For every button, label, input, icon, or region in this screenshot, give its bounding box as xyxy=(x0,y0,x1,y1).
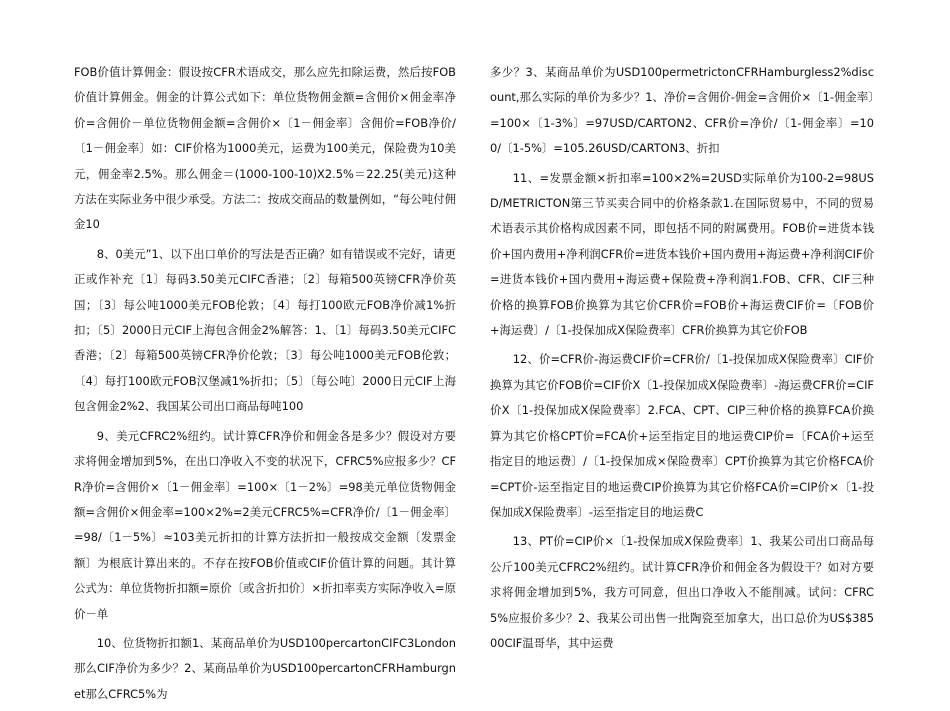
left-paragraph-3: 9、美元CFRC2%纽约。试计算CFR净价和佣金各是多少？假设对方要求将佣金增加到5%，在出口净收入不变的状况下，CFRC5%应报多少？CFR净价=含佣价×〔1－佣金率〕=100×〔1－2%〕=98美元单位货物佣金额=含佣价×佣金率=100×2%=2美元CFRC5%=CFR净价/〔1－佣金率〕=98/〔1－5%〕≈103美元折扣的计算方法折扣一般按成交金额〔发票金额〕为根底计算出来的。不存在按FOB价值或CIF价值计算的问题。其计算公式为：单位货物折扣额=原价〔或含折扣价〕×折扣率卖方实际净收入=原价－单 xyxy=(74,428,456,621)
right-paragraph-3: 12、价=CFR价-海运费CIF价=CFR价/〔1-投保加成X保险费率〕CIF价换算为其它价FOB价=CIF价X〔1-投保加成X保险费率〕-海运费CFR价=CIF价X〔1-投保加成X保险费率〕2.FCA、CPT、CIP三种价格的换算FCA价换算为其它价格CPT价=FCA价+运至指定目的地运费CIP价=〔FCA价+运至指定目的地运费〕/〔1-投保加成×保险费率〕CPT价换算为其它价格FCA价=CPT价-运至指定目的地运费CIP价换算为其它价格FCA价=CIP价×〔1-投保加成X保险费率〕-运至指定目的地运费C xyxy=(490,352,874,519)
right-paragraph-4: 13、PT价=CIP价×〔1-投保加成X保险费率〕1、我某公司出口商品每公斤100美元CFRC2%纽约。试计算CFR净价和佣金各为假设干？如对方要求将佣金增加到5%，我方可同意，但出口净收入不能削减。试问：CFRC5%应报价多少？2、我某公司出售一批陶瓷至加拿大，出口总价为US$38500CIF温哥华，其中运费 xyxy=(490,534,874,650)
left-column xyxy=(74,60,456,711)
right-column xyxy=(490,60,874,660)
right-paragraph-1: 多少？3、某商品单价为USD100permetrictonCFRHamburgless2%discount,那么实际的单价为多少？1、净价=含佣价-佣金=含佣价×〔1-佣金率〕=100×〔1-3%〕=97USD/CARTON2、CFR价=净价/〔1-佣金率〕=100/〔1-5%〕=105.26USD/CARTON3、折扣 xyxy=(490,65,874,156)
left-paragraph-4: 10、位货物折扣额1、某商品单价为USD100percartonCIFC3London那么CIF净价为多少？2、某商品单价为USD100percartonCFRHamburgnet那么CFRC5%为 xyxy=(74,635,456,701)
right-paragraph-2: 11、=发票金额×折扣率=100×2%=2USD实际单价为100-2=98USD/METRICTON第三节买卖合同中的价格条款1.在国际贸易中，不同的贸易术语表示其价格构成因素不同，即包括不同的附属费用。FOB价=进货本钱价+国内费用+净利润CFR价=进货本钱价+国内费用+海运费+净利润CIF价=进货本钱价+国内费用+海运费+保险费+净利润1.FOB、CFR、CIF三种价格的换算FOB价换算为其它价CFR价=FOB价+海运费CIF价=〔FOB价+海运费〕/〔1-投保加成X保险费率〕CFR价换算为其它价FOB xyxy=(490,170,874,338)
left-paragraph-2: 8、0美元”1、以下出口单价的写法是否正确？如有错误或不完好，请更正或作补充〔1〕每码3.50美元CIFC香港；〔2〕每箱500英镑CFR净价英国；〔3〕每公吨1000美元FOB伦敦；〔4〕每打100欧元FOB净价减1%折扣；〔5〕2000日元CIF上海包含佣金2%解答：1、〔1〕每码3.50美元CIFC香港；〔2〕每箱500英镑CFR净价伦敦；〔3〕每公吨1000美元FOB伦敦；〔4〕每打100欧元FOB汉堡减1%折扣；〔5〕〔每公吨〕2000日元CIF上海包含佣金2%2、我国某公司出口商品每吨100 xyxy=(74,246,456,414)
left-paragraph-1: FOB价值计算佣金：假设按CFR术语成交，那么应先扣除运费，然后按FOB价值计算佣金。佣金的计算公式如下：单位货物佣金额=含佣价×佣金率净价=含佣价－单位货物佣金额=含佣价×〔1－佣金率〕含佣价=FOB净价/〔1－佣金率〕如：CIF价格为1000美元，运费为100美元，保险费为10美元，佣金率2.5%。那么佣金＝(1000-100-10)X2.5%＝22.25(美元)这种方法在实际业务中很少承受。方法二：按成交商品的数量例如，“每公吨付佣金10 xyxy=(74,65,456,232)
